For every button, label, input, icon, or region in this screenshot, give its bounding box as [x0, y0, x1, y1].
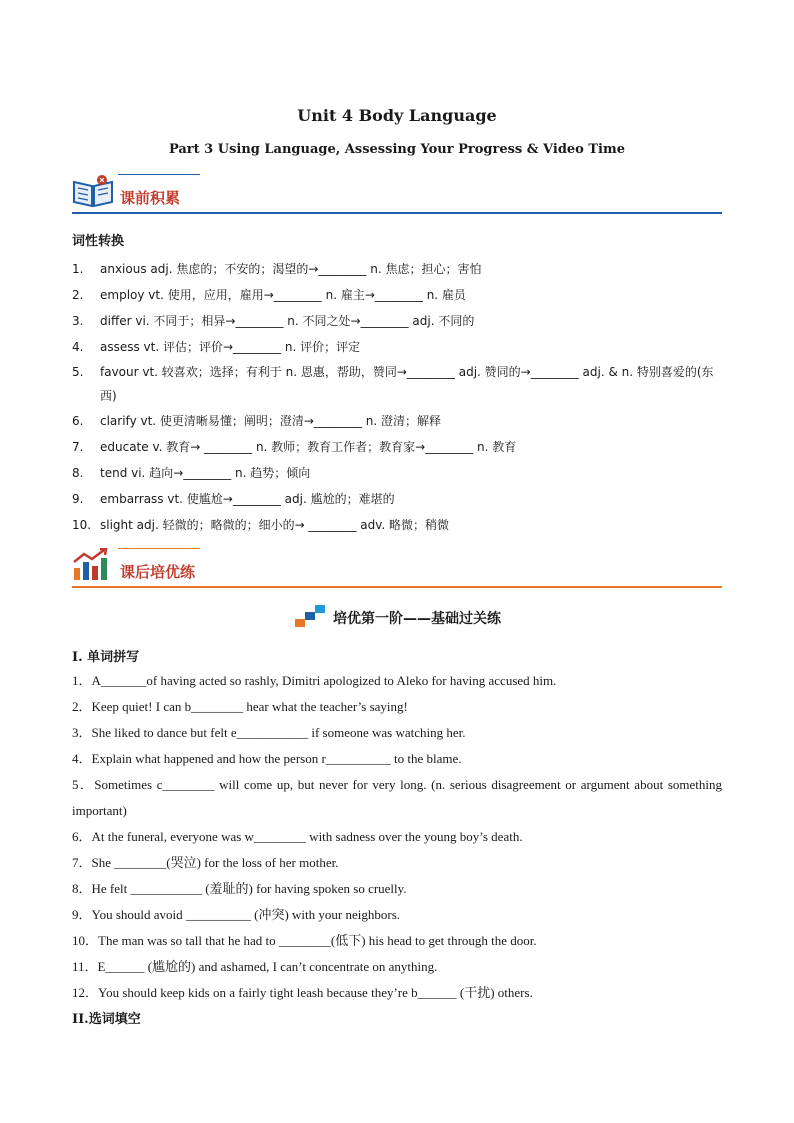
list-item: 9．You should avoid __________ (冲突) with your neighbors. [72, 907, 401, 922]
stairs-icon [293, 603, 327, 633]
list-item: 8. tend vi. 趋向→________ n. 趋势；倾向 [72, 466, 311, 480]
vocab-list [72, 256, 722, 538]
section-divider [72, 586, 722, 588]
list-item: 4．Explain what happened and how the person r__________ to the blame. [72, 751, 462, 766]
list-item: 2. employ vt. 使用，应用，雇用→________ n. 雇主→________ n. 雇员 [72, 288, 466, 302]
list-item: 9. embarrass vt. 使尴尬→________ adj. 尴尬的；难堪的 [72, 492, 395, 506]
list-item: 3．She liked to dance but felt e___________ if someone was watching her. [72, 725, 466, 740]
header-topline [118, 174, 200, 175]
list-item: 5. favour vt. 较喜欢；选择；有利于 n. 恩惠，帮助，赞同→________ adj. 赞同的→________ adj. & n. 特别喜爱的(东西) [72, 365, 714, 403]
part2-heading: II.选词填空 [72, 1012, 141, 1027]
section-divider [72, 212, 722, 214]
exercise-list [72, 668, 722, 1006]
list-item: 11．E______ (尴尬的) and ashamed, I can’t concentrate on anything. [72, 959, 438, 974]
list-item: 8．He felt ___________ (羞耻的) for having spoken so cruelly. [72, 881, 407, 896]
list-item: 10．The man was so tall that he had to ________(低下) his head to get through the door. [72, 933, 537, 948]
page-title: Unit 4 Body Language [297, 106, 497, 125]
list-item: 12．You should keep kids on a fairly tight leash because they’re b______ (干扰) others. [72, 985, 533, 1000]
list-item: 6. clarify vt. 使更清晰易懂；阐明；澄清→________ n. 澄清；解释 [72, 414, 442, 428]
list-item: 1．A_______of having acted so rashly, Dimitri apologized to Aleko for having accused him. [72, 673, 557, 688]
list-item: 5．Sometimes c________ will come up, but never for very long. (n. serious disagreement or argument about something important) [72, 777, 722, 818]
vocab-heading: 词性转换 [72, 234, 125, 249]
section-header-afterclass [72, 548, 722, 588]
header-topline [118, 548, 200, 549]
list-item: 1. anxious adj. 焦虑的；不安的；渴望的→________ n. 焦虑；担心；害怕 [72, 262, 482, 276]
open-book-icon [72, 174, 114, 212]
section-label: 课后培优练 [120, 563, 196, 581]
bar-chart-arrow-icon [72, 548, 108, 586]
section-label: 课前积累 [120, 189, 181, 207]
list-item: 4. assess vt. 评估；评价→________ n. 评价；评定 [72, 340, 361, 354]
list-item: 6．At the funeral, everyone was w________ with sadness over the young boy’s death. [72, 829, 523, 844]
section-header-preclass [72, 174, 722, 214]
level-heading [0, 604, 794, 632]
page-subtitle: Part 3 Using Language, Assessing Your Progress & Video Time [168, 142, 626, 157]
list-item: 7．She ________(哭泣) for the loss of her mother. [72, 855, 339, 870]
list-item: 3. differ vi. 不同于；相异→________ n. 不同之处→________ adj. 不同的 [72, 314, 475, 328]
part1-heading: I. 单词拼写 [72, 650, 140, 665]
list-item: 10. slight adj. 轻微的；略微的；细小的→ ________ adv. 略微；稍微 [72, 518, 450, 532]
list-item: 2．Keep quiet! I can b________ hear what the teacher’s saying! [72, 699, 408, 714]
level-heading-text: 培优第一阶——基础过关练 [333, 611, 501, 627]
list-item: 7. educate v. 教育→ ________ n. 教师；教育工作者；教育家→________ n. 教育 [72, 440, 517, 454]
